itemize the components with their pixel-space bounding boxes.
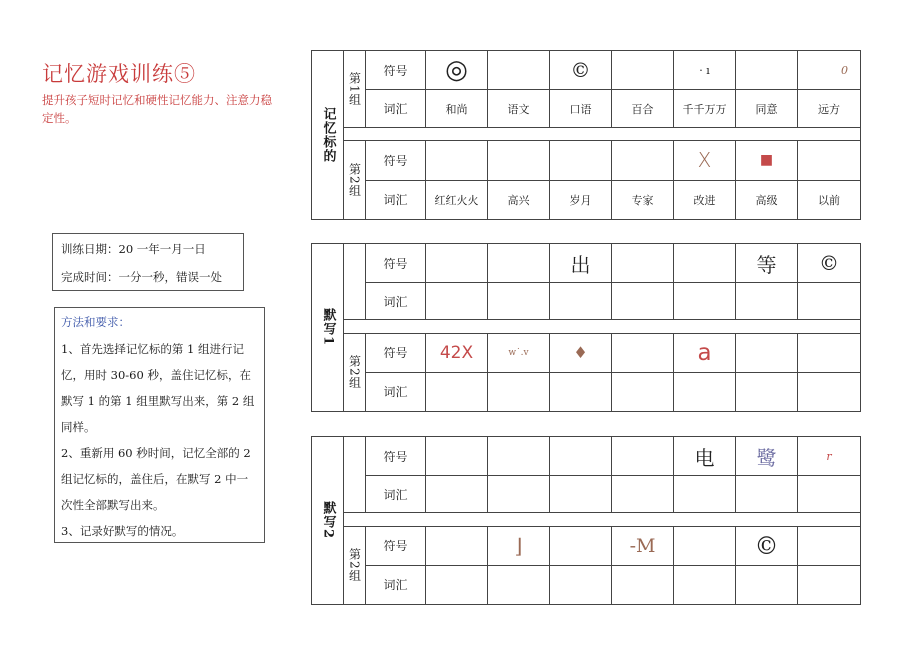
word-cell: 高兴 <box>488 180 550 219</box>
symbol-cell <box>426 141 488 180</box>
word-answer-cell[interactable] <box>612 372 674 411</box>
answer-cell[interactable] <box>488 244 550 283</box>
group-1-label-blank <box>344 244 366 320</box>
word-answer-cell[interactable] <box>612 476 674 513</box>
word-answer-cell[interactable] <box>488 372 550 411</box>
dictation-1-side-label: 默写1 <box>312 244 344 412</box>
word-cell: 高级 <box>736 180 798 219</box>
symbol-label: 符号 <box>366 333 426 372</box>
word-cell: 语文 <box>488 90 550 127</box>
word-answer-cell[interactable] <box>426 372 488 411</box>
answer-cell[interactable]: © <box>798 244 861 283</box>
symbol-cell <box>488 51 550 90</box>
row-divider <box>344 127 861 140</box>
page-title: 记忆游戏训练⑤ <box>42 62 196 86</box>
word-cell: 红红火火 <box>426 180 488 219</box>
symbol-cell: ◎ <box>426 51 488 90</box>
group-1-label: 第1组 <box>344 51 366 128</box>
word-label: 词汇 <box>366 565 426 604</box>
word-cell: 专家 <box>612 180 674 219</box>
group-2-label: 第2组 <box>344 333 366 411</box>
answer-cell[interactable] <box>550 526 612 565</box>
method-item: 1、首先选择记忆标的第 1 组进行记忆，用时 30-60 秒，盖住记忆标，在默写 1 的第 1 组里默写出来，第 2 组同样。 <box>61 342 255 434</box>
word-cell: 远方 <box>798 90 861 127</box>
row-divider <box>344 513 861 526</box>
word-label: 词汇 <box>366 476 426 513</box>
answer-cell[interactable]: r <box>798 437 861 476</box>
symbol-cell <box>736 51 798 90</box>
symbol-cell <box>798 141 861 180</box>
answer-cell[interactable] <box>736 333 798 372</box>
word-cell: 百合 <box>612 90 674 127</box>
answer-cell[interactable]: w˙.v <box>488 333 550 372</box>
word-cell: 改进 <box>674 180 736 219</box>
symbol-label: 符号 <box>366 141 426 180</box>
symbol-label: 符号 <box>366 51 426 90</box>
symbol-cell: X <box>674 141 736 180</box>
dictation-2-table <box>311 436 861 605</box>
word-cell: 以前 <box>798 180 861 219</box>
answer-cell[interactable]: a <box>674 333 736 372</box>
answer-cell[interactable] <box>426 244 488 283</box>
answer-cell[interactable]: 等 <box>736 244 798 283</box>
symbol-label: 符号 <box>366 526 426 565</box>
answer-cell[interactable]: 电 <box>674 437 736 476</box>
method-item: 2、重新用 60 秒时间，记忆全部的 2 组记忆标的，盖住后，在默写 2 中一次性全部默写出来。 <box>61 446 251 512</box>
answer-cell[interactable]: 出 <box>550 244 612 283</box>
symbol-cell: 0 <box>798 51 861 90</box>
word-cell: 口语 <box>550 90 612 127</box>
word-label: 词汇 <box>366 372 426 411</box>
word-cell: 同意 <box>736 90 798 127</box>
symbol-cell <box>612 51 674 90</box>
word-answer-cell[interactable] <box>550 476 612 513</box>
group-2-label: 第2组 <box>344 141 366 220</box>
word-answer-cell[interactable] <box>674 283 736 320</box>
answer-cell[interactable]: © <box>736 526 798 565</box>
answer-cell[interactable] <box>612 333 674 372</box>
word-answer-cell[interactable] <box>612 565 674 604</box>
word-answer-cell[interactable] <box>674 476 736 513</box>
word-answer-cell[interactable] <box>736 283 798 320</box>
word-answer-cell[interactable] <box>488 476 550 513</box>
answer-cell[interactable]: 鹭 <box>736 437 798 476</box>
word-answer-cell[interactable] <box>550 565 612 604</box>
method-item: 3、记录好默写的情况。 <box>61 524 184 538</box>
answer-cell[interactable]: 42X <box>426 333 488 372</box>
word-answer-cell[interactable] <box>736 372 798 411</box>
answer-cell[interactable] <box>612 244 674 283</box>
word-answer-cell[interactable] <box>612 283 674 320</box>
word-answer-cell[interactable] <box>426 283 488 320</box>
word-answer-cell[interactable] <box>798 372 861 411</box>
symbol-label: 符号 <box>366 244 426 283</box>
symbol-cell <box>612 141 674 180</box>
word-answer-cell[interactable] <box>426 565 488 604</box>
answer-cell[interactable]: ♦ <box>550 333 612 372</box>
group-2-label: 第2组 <box>344 526 366 604</box>
answer-cell[interactable] <box>488 437 550 476</box>
word-answer-cell[interactable] <box>426 476 488 513</box>
training-info-box <box>52 233 244 291</box>
word-label: 词汇 <box>366 90 426 127</box>
word-cell: 岁月 <box>550 180 612 219</box>
answer-cell[interactable] <box>426 437 488 476</box>
training-date: 训练日期：20 一年一月一日 <box>61 242 206 256</box>
word-cell: 和尚 <box>426 90 488 127</box>
word-answer-cell[interactable] <box>674 565 736 604</box>
word-answer-cell[interactable] <box>736 476 798 513</box>
answer-cell[interactable]: ⌋ <box>488 526 550 565</box>
completion-time: 完成时间：一分一秒，错误一处 <box>61 270 222 284</box>
word-answer-cell[interactable] <box>488 565 550 604</box>
word-answer-cell[interactable] <box>736 565 798 604</box>
dictation-2-side-label: 默写2 <box>312 437 344 605</box>
method-box <box>54 307 265 543</box>
symbol-cell: © <box>550 51 612 90</box>
memory-side-label: 记忆标的 <box>312 51 344 220</box>
symbol-cell: · ı <box>674 51 736 90</box>
word-answer-cell[interactable] <box>798 565 861 604</box>
word-label: 词汇 <box>366 180 426 219</box>
answer-cell[interactable] <box>798 333 861 372</box>
answer-cell[interactable] <box>798 526 861 565</box>
group-1-label-blank <box>344 437 366 513</box>
word-answer-cell[interactable] <box>550 283 612 320</box>
word-answer-cell[interactable] <box>488 283 550 320</box>
symbol-cell <box>488 141 550 180</box>
answer-cell[interactable] <box>550 437 612 476</box>
word-answer-cell[interactable] <box>674 372 736 411</box>
word-cell: 千千万万 <box>674 90 736 127</box>
row-divider <box>344 320 861 333</box>
memory-table <box>311 50 861 220</box>
answer-cell[interactable] <box>674 526 736 565</box>
answer-cell[interactable] <box>674 244 736 283</box>
answer-cell[interactable]: -M <box>612 526 674 565</box>
word-answer-cell[interactable] <box>798 476 861 513</box>
answer-cell[interactable] <box>426 526 488 565</box>
method-heading: 方法和要求： <box>61 315 130 329</box>
symbol-cell <box>550 141 612 180</box>
symbol-label: 符号 <box>366 437 426 476</box>
word-label: 词汇 <box>366 283 426 320</box>
word-answer-cell[interactable] <box>550 372 612 411</box>
answer-cell[interactable] <box>612 437 674 476</box>
word-answer-cell[interactable] <box>798 283 861 320</box>
page-subtitle: 提升孩子短时记忆和硬性记忆能力、注意力稳定性。 <box>42 93 272 125</box>
dictation-1-table <box>311 243 861 412</box>
symbol-cell: ■ <box>736 141 798 180</box>
